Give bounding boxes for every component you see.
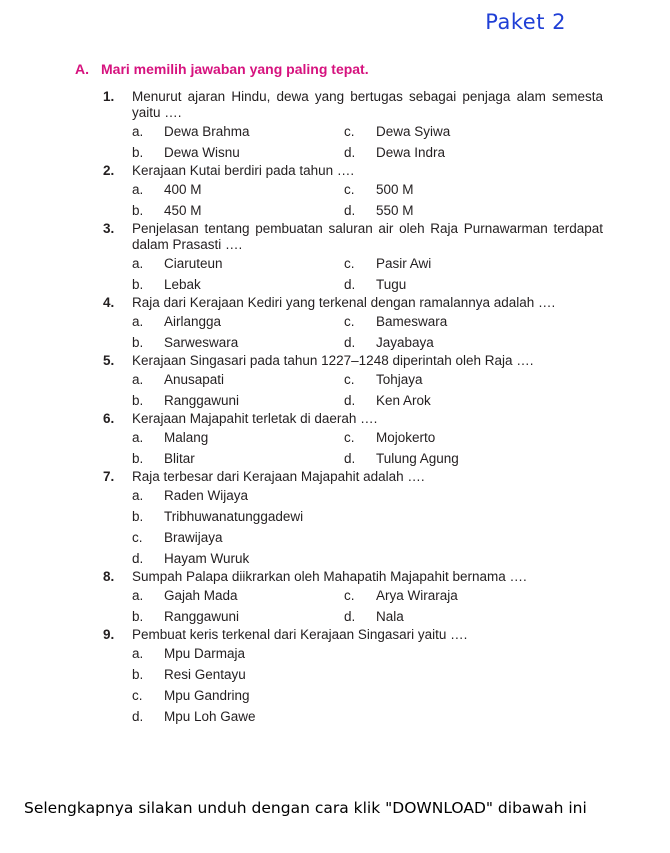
question-text: Raja terbesar dari Kerajaan Majapahit adalah ….	[132, 469, 425, 484]
answer-option[interactable]	[132, 448, 344, 469]
question-item	[103, 163, 603, 221]
answer-option[interactable]	[344, 606, 544, 627]
answer-option[interactable]	[132, 142, 344, 163]
answer-option[interactable]	[344, 427, 544, 448]
option-text: Raden Wijaya	[164, 487, 249, 503]
question-number: 5.	[103, 353, 115, 368]
answer-option[interactable]	[132, 369, 344, 390]
question-item	[103, 221, 603, 295]
question-item	[103, 569, 603, 627]
option-text: 400 M	[164, 181, 202, 197]
answer-option[interactable]	[344, 585, 544, 606]
option-letter: b.	[132, 508, 144, 524]
answer-option[interactable]	[132, 706, 544, 727]
answer-option[interactable]	[344, 253, 544, 274]
answer-option[interactable]	[132, 485, 544, 506]
option-letter: c.	[344, 587, 355, 603]
option-text: Tohjaya	[376, 371, 423, 387]
answer-option[interactable]	[344, 390, 544, 411]
option-text: Sarweswara	[164, 334, 239, 350]
option-text: Bameswara	[376, 313, 448, 329]
question-row	[103, 353, 603, 369]
question-row	[103, 627, 603, 643]
option-text: Malang	[164, 429, 209, 445]
option-text: Ranggawuni	[164, 392, 240, 408]
question-row	[103, 569, 603, 585]
question-list	[103, 89, 603, 727]
question-text: Kerajaan Kutai berdiri pada tahun ….	[132, 163, 355, 178]
option-text: Airlangga	[164, 313, 222, 329]
answer-option[interactable]	[132, 585, 344, 606]
option-letter: c.	[132, 687, 143, 703]
answer-options	[132, 253, 603, 295]
answer-option[interactable]	[132, 121, 344, 142]
option-letter: d.	[344, 608, 356, 624]
option-text: Pasir Awi	[376, 255, 432, 271]
option-text: Tribhuwanatunggadewi	[164, 508, 304, 524]
answer-option[interactable]	[132, 332, 344, 353]
question-number: 3.	[103, 221, 115, 236]
option-letter: d.	[344, 276, 356, 292]
option-letter: c.	[344, 429, 355, 445]
answer-options	[132, 121, 603, 163]
answer-option[interactable]	[132, 179, 344, 200]
question-item	[103, 411, 603, 469]
option-text: Mpu Loh Gawe	[164, 708, 256, 724]
answer-options	[132, 369, 603, 411]
answer-option[interactable]	[132, 274, 344, 295]
answer-options	[132, 585, 603, 627]
question-text: Penjelasan tentang pembuatan saluran air oleh Raja Purnawarman terdapat dalam Prasasti ….	[132, 221, 603, 252]
option-text: Tulung Agung	[376, 450, 459, 466]
option-letter: b.	[132, 334, 144, 350]
option-text: Dewa Syiwa	[376, 123, 451, 139]
option-text: Brawijaya	[164, 529, 223, 545]
answer-option[interactable]	[132, 685, 544, 706]
option-text: Mojokerto	[376, 429, 436, 445]
answer-option[interactable]	[132, 506, 544, 527]
option-letter: d.	[132, 550, 144, 566]
option-letter: b.	[132, 608, 144, 624]
option-letter: c.	[344, 313, 355, 329]
option-text: Gajah Mada	[164, 587, 238, 603]
answer-option[interactable]	[132, 527, 544, 548]
question-text: Kerajaan Singasari pada tahun 1227–1248 diperintah oleh Raja ….	[132, 353, 534, 368]
page-title: Paket 2	[485, 10, 566, 34]
option-text: Resi Gentayu	[164, 666, 246, 682]
answer-options	[132, 179, 603, 221]
option-text: Blitar	[164, 450, 195, 466]
question-item	[103, 353, 603, 411]
option-text: Dewa Wisnu	[164, 144, 240, 160]
option-letter: b.	[132, 666, 144, 682]
option-letter: d.	[344, 450, 356, 466]
question-number: 7.	[103, 469, 115, 484]
option-text: 550 M	[376, 202, 414, 218]
answer-option[interactable]	[132, 253, 344, 274]
question-row	[103, 89, 603, 121]
option-letter: c.	[344, 123, 355, 139]
answer-options	[132, 643, 603, 727]
question-text: Kerajaan Majapahit terletak di daerah ….	[132, 411, 378, 426]
question-row	[103, 163, 603, 179]
option-letter: a.	[132, 487, 144, 503]
option-letter: c.	[344, 181, 355, 197]
question-item	[103, 469, 603, 569]
answer-option[interactable]	[344, 179, 544, 200]
answer-options	[132, 485, 603, 569]
option-text: Dewa Brahma	[164, 123, 250, 139]
option-letter: b.	[132, 392, 144, 408]
answer-option[interactable]	[344, 448, 544, 469]
question-item	[103, 627, 603, 727]
option-letter: d.	[344, 144, 356, 160]
question-text: Pembuat keris terkenal dari Kerajaan Singasari yaitu ….	[132, 627, 468, 642]
option-letter: b.	[132, 202, 144, 218]
answer-option[interactable]	[344, 274, 544, 295]
answer-option[interactable]	[132, 200, 344, 221]
question-row	[103, 469, 603, 485]
answer-option[interactable]	[132, 643, 544, 664]
option-letter: a.	[132, 255, 144, 271]
option-text: 450 M	[164, 202, 202, 218]
answer-option[interactable]	[132, 664, 544, 685]
section-title: Mari memilih jawaban yang paling tepat.	[101, 61, 369, 77]
option-text: Arya Wiraraja	[376, 587, 458, 603]
question-row	[103, 221, 603, 253]
option-letter: c.	[132, 529, 143, 545]
option-letter: d.	[344, 202, 356, 218]
option-letter: a.	[132, 181, 144, 197]
option-text: Lebak	[164, 276, 201, 292]
answer-option[interactable]	[344, 369, 544, 390]
answer-option[interactable]	[344, 142, 544, 163]
section-heading	[75, 61, 369, 77]
option-letter: a.	[132, 429, 144, 445]
option-letter: d.	[344, 392, 356, 408]
question-row	[103, 411, 603, 427]
answer-options	[132, 427, 603, 469]
question-item	[103, 89, 603, 163]
question-text: Menurut ajaran Hindu, dewa yang bertugas sebagai penjaga alam semesta yaitu ….	[132, 89, 603, 120]
answer-option[interactable]	[344, 200, 544, 221]
option-text: Jayabaya	[376, 334, 434, 350]
question-row	[103, 295, 603, 311]
option-letter: d.	[344, 334, 356, 350]
option-text: 500 M	[376, 181, 414, 197]
option-letter: a.	[132, 645, 144, 661]
answer-option[interactable]	[132, 427, 344, 448]
option-letter: a.	[132, 313, 144, 329]
answer-options	[132, 311, 603, 353]
download-instruction: Selengkapnya silakan unduh dengan cara klik "DOWNLOAD" dibawah ini	[24, 799, 587, 817]
option-text: Nala	[376, 608, 404, 624]
answer-option[interactable]	[132, 606, 344, 627]
option-letter: b.	[132, 450, 144, 466]
answer-option[interactable]	[132, 548, 544, 569]
option-text: Ranggawuni	[164, 608, 240, 624]
option-text: Anusapati	[164, 371, 225, 387]
option-letter: b.	[132, 144, 144, 160]
question-number: 6.	[103, 411, 115, 426]
option-letter: c.	[344, 255, 355, 271]
option-text: Tugu	[376, 276, 407, 292]
question-text: Raja dari Kerajaan Kediri yang terkenal dengan ramalannya adalah ….	[132, 295, 556, 310]
question-number: 9.	[103, 627, 115, 642]
question-item	[103, 295, 603, 353]
question-number: 8.	[103, 569, 115, 584]
option-letter: d.	[132, 708, 144, 724]
question-number: 1.	[103, 89, 115, 104]
question-number: 4.	[103, 295, 115, 310]
option-text: Ken Arok	[376, 392, 431, 408]
answer-option[interactable]	[132, 311, 344, 332]
option-text: Hayam Wuruk	[164, 550, 250, 566]
option-letter: c.	[344, 371, 355, 387]
option-letter: a.	[132, 371, 144, 387]
option-letter: b.	[132, 276, 144, 292]
answer-option[interactable]	[344, 311, 544, 332]
answer-option[interactable]	[344, 121, 544, 142]
option-text: Ciaruteun	[164, 255, 223, 271]
section-letter: A.	[75, 61, 89, 77]
answer-option[interactable]	[132, 390, 344, 411]
question-text: Sumpah Palapa diikrarkan oleh Mahapatih Majapahit bernama ….	[132, 569, 527, 584]
question-number: 2.	[103, 163, 115, 178]
option-text: Mpu Darmaja	[164, 645, 246, 661]
option-letter: a.	[132, 123, 144, 139]
answer-option[interactable]	[344, 332, 544, 353]
option-letter: a.	[132, 587, 144, 603]
option-text: Dewa Indra	[376, 144, 446, 160]
option-text: Mpu Gandring	[164, 687, 250, 703]
